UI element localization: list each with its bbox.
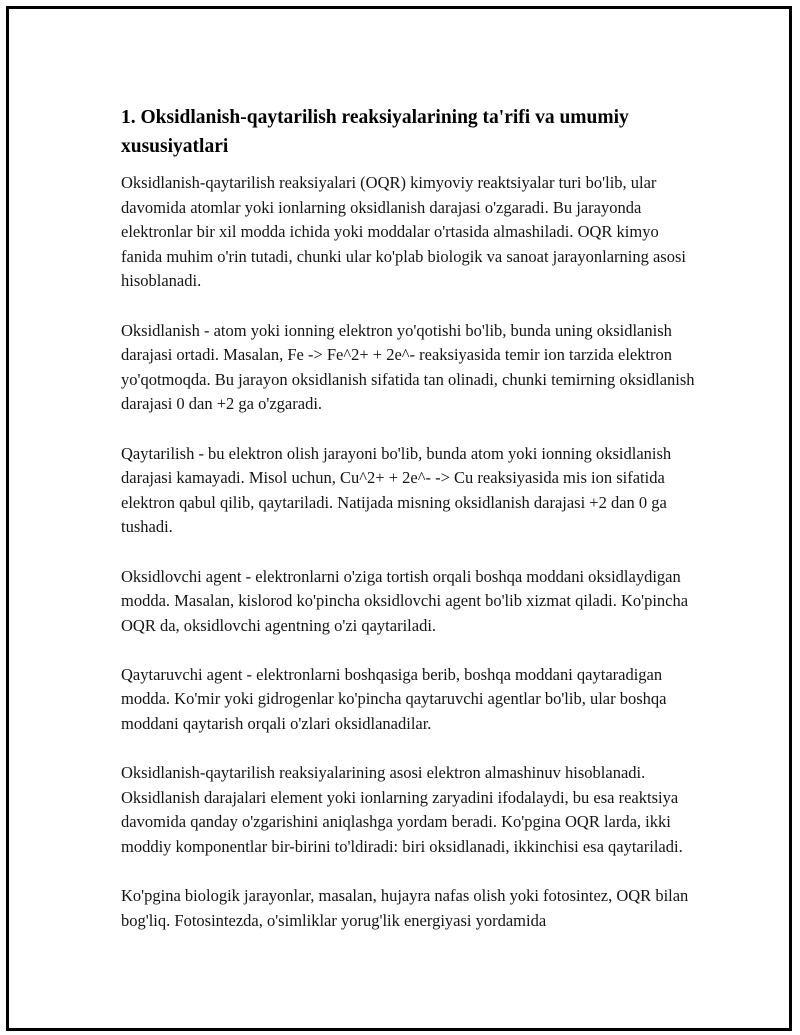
paragraph-reducing-agent: Qaytaruvchi agent - elektronlarni boshqasiga berib, boshqa moddani qaytaradigan modda. Ko'mir yoki gidrogenlar ko'pincha qaytaruvchi agentlar bo'lib, ular boshqa moddani qaytarish orqali o'zlari oksidlanadilar. <box>121 664 667 734</box>
paragraph-electron-exchange: Oksidlanish-qaytarilish reaksiyalarining asosi elektron almashinuv hisoblanadi. Oksidlanish darajalari element yoki ionlarning zaryadini ifodalaydi, bu esa reaktsiya davomida qanday o'zgarishini aniqlashga yordam beradi. Ko'pgina OQR larda, ikki moddiy komponentlar bir-birini to'ldiradi: biri oksidlanadi, ikkinchisi esa qaytariladi. <box>121 763 683 857</box>
paragraph-oxidizing-agent: Oksidlovchi agent - elektronlarni o'ziga tortish orqali boshqa moddani oksidlaydigan modda. Masalan, kislorod ko'pincha oksidlovchi agent bo'lib xizmat qiladi. Ko'pincha OQR da, oksidlovchi agentning o'zi qaytariladi. <box>121 566 689 635</box>
document-body <box>121 103 701 958</box>
paragraph-definition: Oksidlanish-qaytarilish reaksiyalari (OQR) kimyoviy reaktsiyalar turi bo'lib, ular davomida atomlar yoki ionlarning oksidlanish darajasi o'zgaradi. Bu jarayonda elektronlar bir xil modda ichida yoki moddalar o'rtasida almashiladi. OQR kimyo fanida muhim o'rin tutadi, chunki ular ko'plab biologik va sanoat jarayonlarning asosi hisoblanadi. <box>121 173 686 291</box>
paragraph-oxidation: Oksidlanish - atom yoki ionning elektron yo'qotishi bo'lib, bunda uning oksidlanish darajasi ortadi. Masalan, Fe -> Fe^2+ + 2e^- reaksiyasida temir ion tarzida elektron yo'qotmoqda. Bu jarayon oksidlanish sifatida tan olinadi, chunki temirning oksidlanish darajasi 0 dan +2 ga o'zgaradi. <box>121 320 695 414</box>
paragraph-biological-processes: Ko'pgina biologik jarayonlar, masalan, hujayra nafas olish yoki fotosintez, OQR bilan bog'liq. Fotosintezda, o'simliklar yorug'lik energiyasi yordamida <box>121 886 689 930</box>
paragraph-reduction: Qaytarilish - bu elektron olish jarayoni bo'lib, bunda atom yoki ionning oksidlanish darajasi kamayadi. Misol uchun, Cu^2+ + 2e^- -> Cu reaksiyasida mis ion sifatida elektron qabul qilib, qaytariladi. Natijada misning oksidlanish darajasi +2 dan 0 ga tushadi. <box>121 443 672 537</box>
section-heading: 1. Oksidlanish-qaytarilish reaksiyalarining ta'rifi va umumiy xususiyatlari <box>121 107 629 157</box>
page-frame <box>6 6 792 1031</box>
